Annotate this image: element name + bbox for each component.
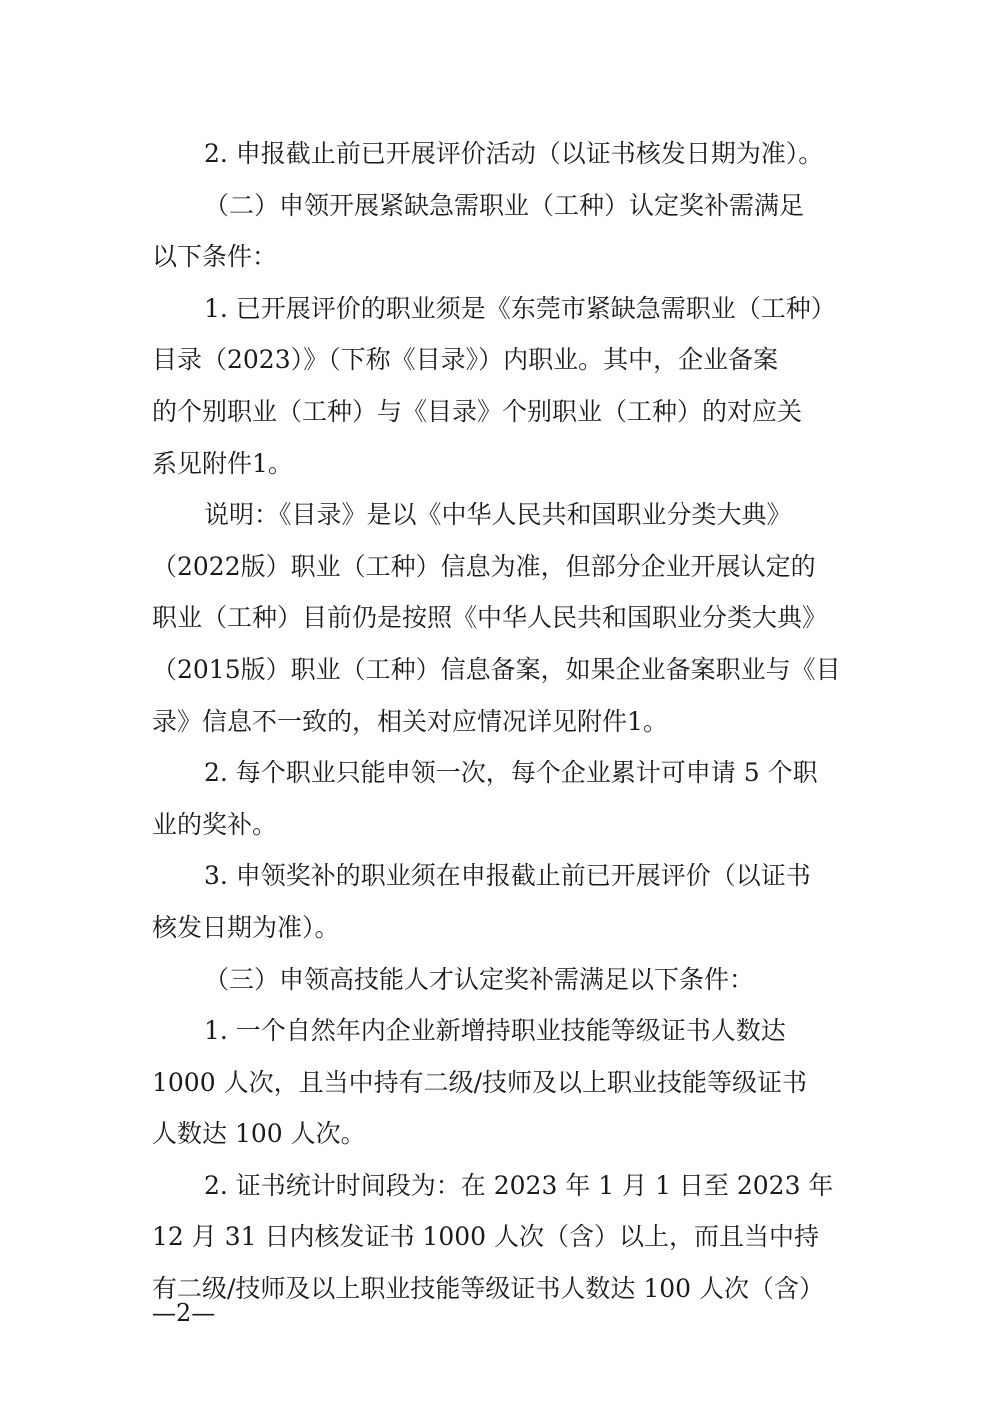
text-line: 3. 申领奖补的职业须在申报截止前已开展评价（以证书 [204,861,811,891]
text-line: 1. 一个自然年内企业新增持职业技能等级证书人数达 [204,1016,786,1046]
document-text [152,128,852,1315]
text-line: 2. 申报截止前已开展评价活动（以证书核发日期为准）。 [204,139,824,168]
text-line: （二）申领开展紧缺急需职业（工种）认定奖补需满足 [204,190,805,220]
text-line: 12 月 31 日内核发证书 1000 人次（含）以上，而且当中持 [152,1222,819,1252]
text-line: 人数达 100 人次。 [152,1119,366,1149]
text-line: 说明：《目录》是以《中华人民共和国职业分类大典》 [204,500,792,530]
text-line: 的个别职业（工种）与《目录》个别职业（工种）的对应关 [152,396,803,426]
text-line: 业的奖补。 [152,809,278,839]
text-line: 核发日期为准）。 [152,912,340,942]
text-line: 以下条件： [152,242,278,272]
page-number: —2— [152,1299,216,1327]
text-line: 1. 已开展评价的职业须是《东莞市紧缺急需职业（工种） [204,293,836,323]
text-line: （三）申领高技能人才认定奖补需满足以下条件： [204,964,755,994]
text-line: 有二级/技师及以上职业技能等级证书人数达 100 人次（含） [152,1274,825,1304]
document-body [152,128,852,1315]
text-line: 2. 证书统计时间段为：在 2023 年 1 月 1 日至 2023 年 [204,1170,834,1200]
text-line: （2015版）职业（工种）信息备案，如果企业备案职业与《目 [152,654,841,684]
text-line: 1000 人次，且当中持有二级/技师及以上职业技能等级证书 [152,1067,807,1097]
text-line: 录》信息不一致的，相关对应情况详见附件1。 [152,706,668,736]
text-line: 目录（2023）》（下称《目录》）内职业。其中，企业备案 [152,345,779,375]
text-line: 职业（工种）目前仍是按照《中华人民共和国职业分类大典》 [152,603,828,633]
text-line: （2022版）职业（工种）信息为准，但部分企业开展认定的 [152,551,816,581]
text-line: 系见附件1。 [152,448,293,478]
text-line: 2. 每个职业只能申领一次，每个企业累计可申请 5 个职 [204,758,818,788]
